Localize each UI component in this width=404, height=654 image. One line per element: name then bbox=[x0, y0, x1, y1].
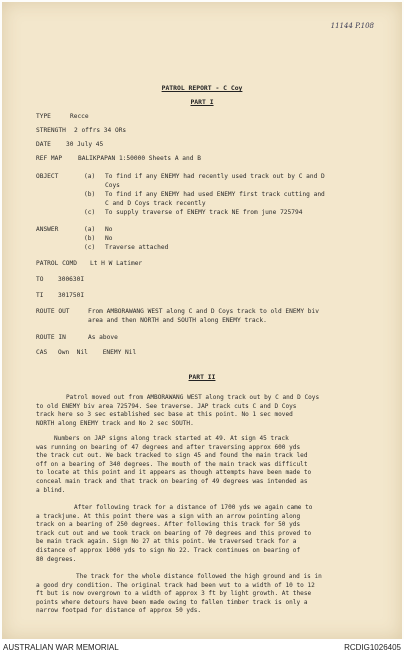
ref-map-value: BALIKPAPAN 1:50000 Sheets A and B bbox=[78, 155, 201, 162]
paragraph-1-line: Patrol moved out from AMBORAWANG WEST along track out by C and D Coys bbox=[66, 394, 320, 401]
ti-label: TI bbox=[36, 292, 44, 299]
cas-label: CAS bbox=[36, 349, 48, 356]
patrol-comd-value: Lt H W Latimer bbox=[90, 260, 143, 267]
paragraph-2-line: off on a bearing of 340 degrees. The mouth of the main track was difficult bbox=[36, 460, 308, 468]
paragraph-4 bbox=[36, 573, 366, 616]
strength-label: STRENGTH bbox=[36, 127, 66, 134]
document-page bbox=[2, 2, 402, 639]
part-1-heading: PART I bbox=[190, 98, 214, 106]
patrol-comd-label: PATROL COMD bbox=[36, 260, 77, 267]
paragraph-2-line: conceal main track and that track on bearing of 49 degrees was intended as bbox=[36, 477, 308, 485]
paragraph-3-line: After following track for a distance of 1700 yds we again came to bbox=[74, 504, 313, 511]
paragraph-2-line: a blind. bbox=[36, 486, 66, 494]
type-label: TYPE bbox=[36, 113, 51, 120]
paragraph-4-line: ft but is now overgrown to a width of approx 3 ft by light growth. At these bbox=[36, 590, 312, 598]
report-title: PATROL REPORT - C Coy bbox=[161, 84, 243, 92]
handwritten-reference: 11144 P.108 bbox=[330, 22, 374, 30]
date-value: 30 July 45 bbox=[66, 141, 104, 148]
ti-value: 301750I bbox=[58, 292, 85, 299]
object-marker-b: (b) bbox=[84, 191, 96, 198]
answer-marker-b: (b) bbox=[84, 235, 96, 242]
archive-record-id: RCDIG1026405 bbox=[344, 643, 401, 652]
date-label: DATE bbox=[36, 141, 51, 148]
paragraph-3-line: track on a bearing of 250 degrees. After following this track for 50 yds bbox=[36, 521, 301, 529]
paragraph-1-line: NORTH along ENEMY track and No 2 sec SOUTH. bbox=[36, 419, 194, 427]
answer-c-text: Traverse attached bbox=[105, 244, 169, 251]
object-label: OBJECT bbox=[36, 173, 59, 180]
answer-a-text: No bbox=[105, 226, 113, 233]
paragraph-4-line: narrow footpad for distance of approx 50 yds. bbox=[36, 607, 202, 615]
paragraph-2-line: was running on bearing of 47 degrees and after traversing approx 600 yds bbox=[36, 443, 301, 451]
answer-marker-a: (a) bbox=[84, 226, 96, 233]
object-b-line-2: C and D Coys track recently bbox=[105, 200, 206, 207]
archive-footer bbox=[0, 639, 404, 654]
route-in-value: As above bbox=[88, 334, 118, 341]
route-out-line-1: From AMBORAWANG WEST along C and D Coys track to old ENEMY biv bbox=[88, 308, 319, 315]
object-b-line-1: To find if any ENEMY had used ENEMY first track cutting and bbox=[105, 191, 325, 198]
object-a-line-1: To find if any ENEMY had recently used track out by C and D bbox=[105, 173, 325, 180]
cas-value: Own Nil ENEMY Nil bbox=[58, 349, 137, 356]
paragraph-2 bbox=[36, 435, 366, 495]
paragraph-2-line: Numbers on JAP signs along track started at 49. At sign 45 track bbox=[54, 435, 289, 442]
route-out-label: ROUTE OUT bbox=[36, 308, 70, 315]
paragraph-2-line: to locate at this point and it appears as though attempts have been made to bbox=[36, 469, 312, 477]
archive-name: AUSTRALIAN WAR MEMORIAL bbox=[3, 643, 119, 652]
route-in-label: ROUTE IN bbox=[36, 334, 66, 341]
strength-value: 2 offrs 34 ORs bbox=[74, 127, 127, 134]
answer-label: ANSWER bbox=[36, 226, 59, 233]
ref-map-label: REF MAP bbox=[36, 155, 63, 162]
type-value: Recce bbox=[70, 113, 89, 120]
paragraph-1-line: to old ENEMY biv area 725794. See traverse. JAP track cuts C and D Coys bbox=[36, 402, 297, 410]
paragraph-1-line: track here so 3 sec established sec base at this point. No 1 sec moved bbox=[36, 411, 293, 419]
paragraph-4-line: a good dry condition. The original track had been wut to a width of 10 to 12 bbox=[36, 581, 315, 589]
paragraph-3 bbox=[36, 504, 366, 564]
paragraph-3-line: be main track again. Sign No 27 at this point. We traversed track for a bbox=[36, 538, 297, 546]
to-value: 300630I bbox=[58, 276, 85, 283]
route-out-line-2: area and then NORTH and SOUTH along ENEMY track. bbox=[88, 317, 267, 324]
object-marker-a: (a) bbox=[84, 173, 96, 180]
paragraph-4-line: points where detours have been made owing to fallen timber track is only a bbox=[36, 598, 308, 606]
paragraph-3-line: a trackjune. At this point there was a sign with an arrow pointing along bbox=[36, 512, 301, 520]
paragraph-1 bbox=[36, 394, 366, 428]
paragraph-3-line: track cut out and we took track on bearing of 70 degrees and this proved to bbox=[36, 529, 312, 537]
paragraph-3-line: distance of approx 1000 yds to sign No 22. Track continues on bearing of bbox=[36, 546, 301, 554]
to-label: TO bbox=[36, 276, 44, 283]
object-a-line-2: Coys bbox=[105, 182, 120, 189]
object-c-line-1: To supply traverse of ENEMY track NE from june 725794 bbox=[105, 209, 303, 216]
answer-b-text: No bbox=[105, 235, 113, 242]
answer-marker-c: (c) bbox=[84, 244, 96, 251]
part-2-heading: PART II bbox=[188, 373, 216, 381]
object-marker-c: (c) bbox=[84, 209, 96, 216]
paragraph-3-line: 80 degrees. bbox=[36, 555, 77, 563]
paragraph-2-line: the track cut out. We back tracked to sign 45 and found the main track led bbox=[36, 452, 308, 460]
paragraph-4-line: The track for the whole distance followed the high ground and is in bbox=[76, 573, 322, 580]
